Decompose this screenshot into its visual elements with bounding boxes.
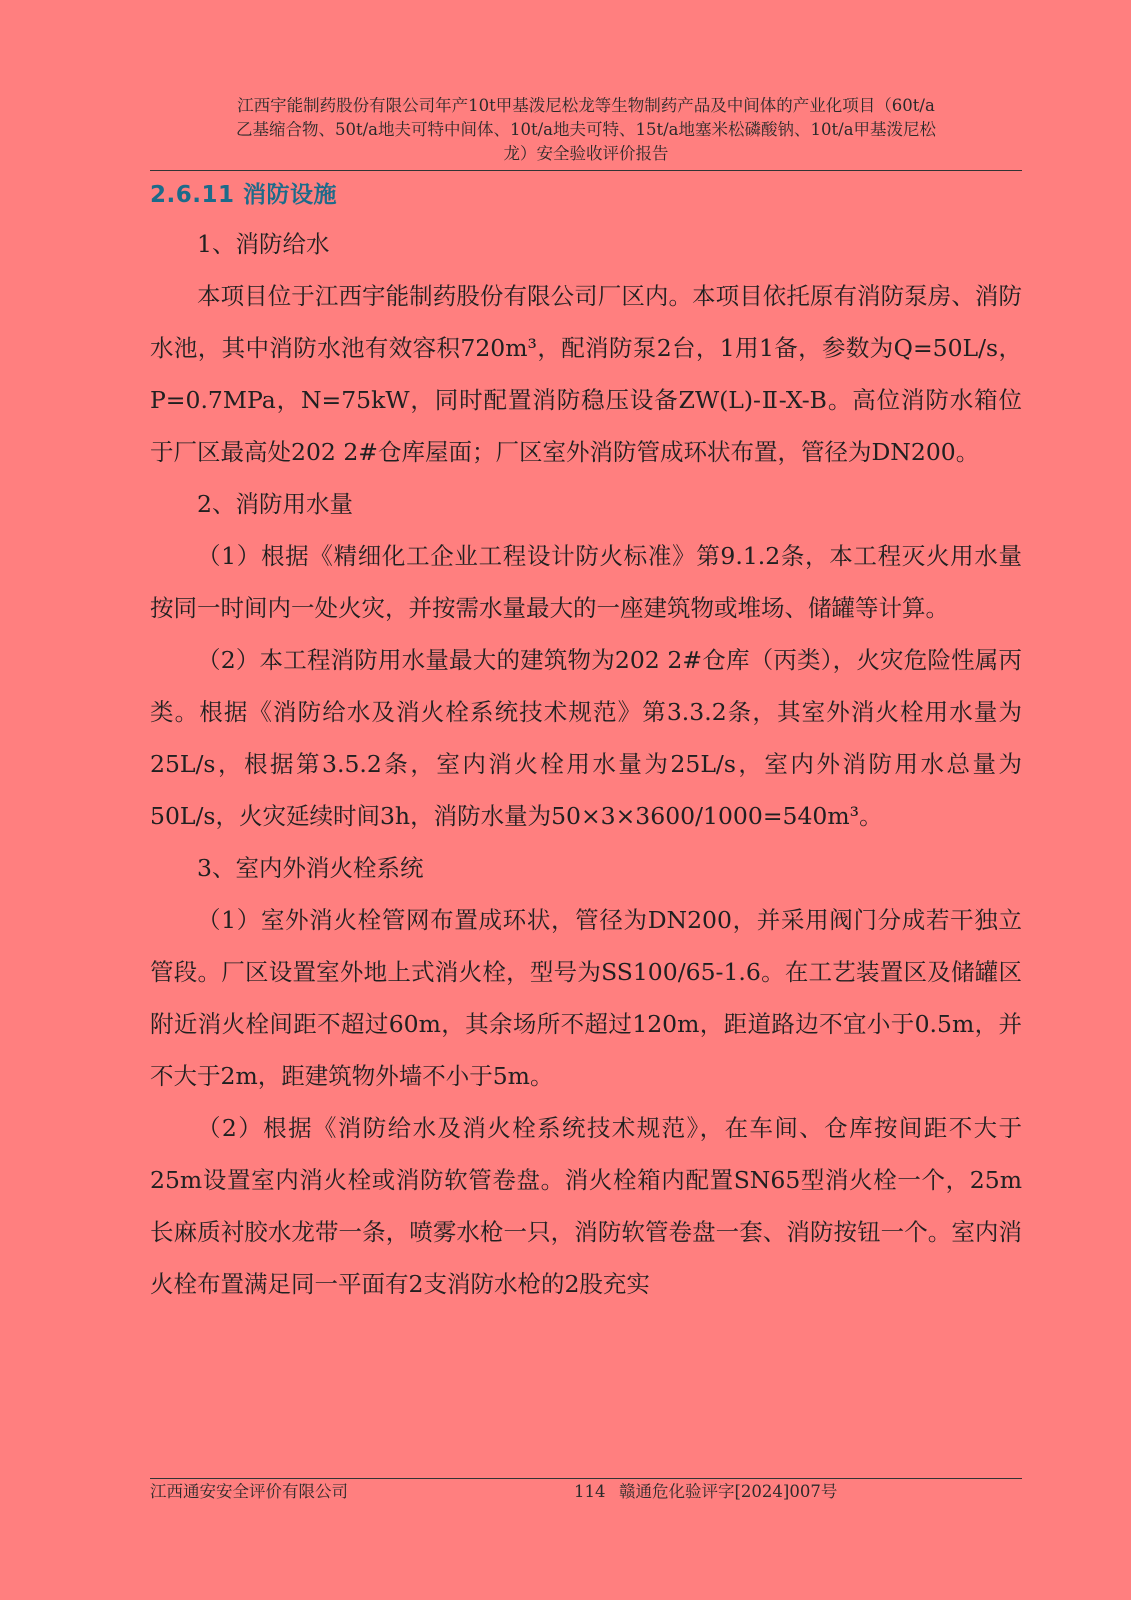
paragraph-outdoor-hydrants: （1）室外消火栓管网布置成环状，管径为DN200，并采用阀门分成若干独立管段。厂区设置室外地上式消火栓，型号为SS100/65-1.6。在工艺装置区及储罐区附近消火栓间距不超过60m，其余场所不超过120m，距道路边不宜小于0.5m，并不大于2m，距建筑物外墙不小于5m。 [150, 906, 1022, 1090]
subheading-fire-water-volume: 2、消防用水量 [197, 490, 353, 518]
subheading-hydrant-system: 3、室内外消火栓系统 [197, 854, 424, 882]
body-content [150, 218, 1022, 1310]
paragraph-water-volume-calculation: （2）本工程消防用水量最大的建筑物为202 2#仓库（丙类），火灾危险性属丙类。根据《消防给水及消火栓系统技术规范》第3.3.2条，其室外消火栓用水量为25L/s，根据第3.5.2条，室内消火栓用水量为25L/s，室内外消防用水总量为50L/s，火灾延续时间3h，消防水量为50×3×3600/1000=540m³。 [150, 646, 1022, 830]
section-heading: 2.6.11 消防设施 [150, 182, 337, 208]
header-title-line-3: 龙）安全验收评价报告 [503, 144, 669, 163]
paragraph-water-volume-basis: （1）根据《精细化工企业工程设计防火标准》第9.1.2条，本工程灭火用水量按同一时间内一处火灾，并按需水量最大的一座建筑物或堆场、储罐等计算。 [150, 542, 1022, 622]
document-code: 赣通危化验评字[2024]007号 [619, 1482, 838, 1501]
page-header [150, 94, 1022, 166]
page-number: 114 [574, 1482, 606, 1501]
header-title-line-1: 江西宇能制药股份有限公司年产10t甲基泼尼松龙等生物制药产品及中间体的产业化项目（60t/a [237, 96, 935, 115]
header-divider [150, 170, 1022, 171]
footer-divider [150, 1478, 1022, 1479]
subheading-fire-water-supply: 1、消防给水 [197, 230, 330, 258]
header-title-line-2: 乙基缩合物、50t/a地夫可特中间体、10t/a地夫可特、15t/a地塞米松磷酸钠、10t/a甲基泼尼松 [235, 120, 937, 139]
paragraph-indoor-hydrants: （2）根据《消防给水及消火栓系统技术规范》，在车间、仓库按间距不大于25m设置室内消火栓或消防软管卷盘。消火栓箱内配置SN65型消火栓一个，25m长麻质衬胶水龙带一条，喷雾水枪一只，消防软管卷盘一套、消防按钮一个。室内消火栓布置满足同一平面有2支消防水枪的2股充实 [150, 1114, 1022, 1298]
paragraph-fire-water-supply: 本项目位于江西宇能制药股份有限公司厂区内。本项目依托原有消防泵房、消防水池，其中消防水池有效容积720m³，配消防泵2台，1用1备，参数为Q=50L/s，P=0.7MPa，N=75kW，同时配置消防稳压设备ZW(L)-Ⅱ-X-B。高位消防水箱位于厂区最高处202 2#仓库屋面；厂区室外消防管成环状布置，管径为DN200。 [150, 282, 1022, 466]
footer-company: 江西通安安全评价有限公司 [150, 1482, 348, 1501]
